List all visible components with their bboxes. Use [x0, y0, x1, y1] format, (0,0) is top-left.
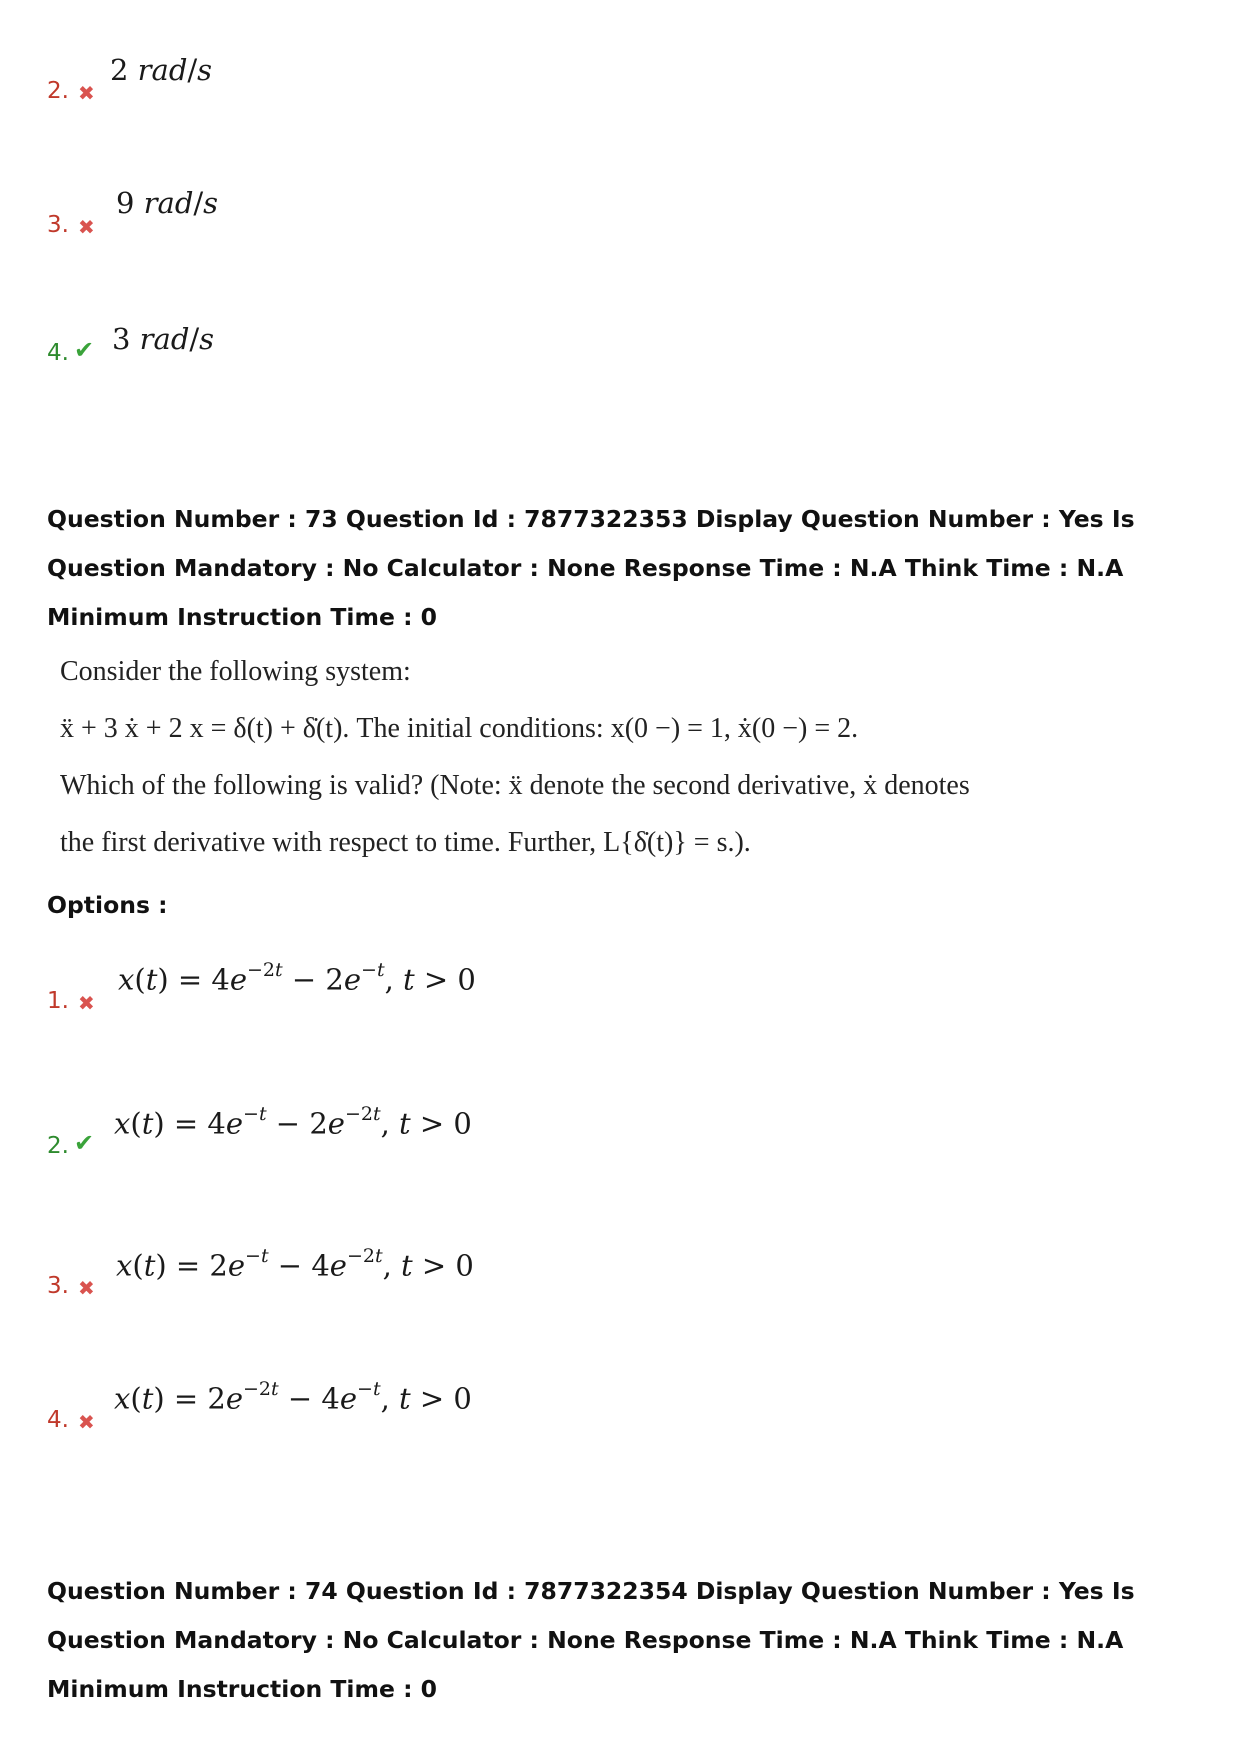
- option-math: 9 rad/s: [116, 186, 219, 220]
- stem-line-4: the first derivative with respect to time. Further, L{δ̇(t)} = s.).: [60, 827, 751, 858]
- stem-line-2: ẍ + 3 ẋ + 2 x = δ(t) + δ̇(t). The initial conditions: x(0 −) = 1, ẋ(0 −) = 2.: [60, 713, 859, 744]
- options-label: Options :: [47, 891, 168, 919]
- check-icon: ✔: [74, 336, 95, 364]
- cross-icon: ✖: [78, 81, 95, 105]
- option-number: 3.: [47, 1273, 69, 1299]
- option-number: 2.: [47, 78, 69, 104]
- option-math: $x(t) = 2e^{-t} - 4e^{-2t}$, t > 0: [116, 1245, 474, 1283]
- option-math: 3 rad/s: [112, 322, 215, 356]
- option-math: $x(t) = 2e^{-2t} - 4e^{-t}$, t > 0: [114, 1378, 472, 1416]
- option-number: 4.: [47, 340, 69, 366]
- stem-line-1: Consider the following system:: [60, 656, 411, 687]
- option-number: 3.: [47, 212, 69, 238]
- option-math: $x(t) = 4e^{-2t} - 2e^{-t}$, t > 0: [118, 959, 476, 997]
- question-74-header: Question Number : 74 Question Id : 7877322354 Display Question Number : Yes Is Question Mandatory : No Calculator : None Response Time : N.A Think Time : N.A Minimum Instruction Time : 0: [47, 1577, 1135, 1703]
- check-icon: ✔: [74, 1129, 95, 1157]
- cross-icon: ✖: [78, 1410, 95, 1434]
- option-number: 4.: [47, 1407, 69, 1433]
- option-number: 2.: [47, 1133, 69, 1159]
- cross-icon: ✖: [78, 1276, 95, 1300]
- option-math: $x(t) = 4e^{-t} - 2e^{-2t}$, t > 0: [114, 1103, 472, 1141]
- option-number: 1.: [47, 988, 69, 1014]
- question-73-header: Question Number : 73 Question Id : 7877322353 Display Question Number : Yes Is Question Mandatory : No Calculator : None Response Time : N.A Think Time : N.A Minimum Instruction Time : 0: [47, 505, 1135, 631]
- cross-icon: ✖: [78, 215, 95, 239]
- cross-icon: ✖: [78, 991, 95, 1015]
- option-math: 2 rad/s: [110, 53, 213, 87]
- stem-line-3: Which of the following is valid? (Note: ẍ denote the second derivative, ẋ denotes: [60, 770, 970, 801]
